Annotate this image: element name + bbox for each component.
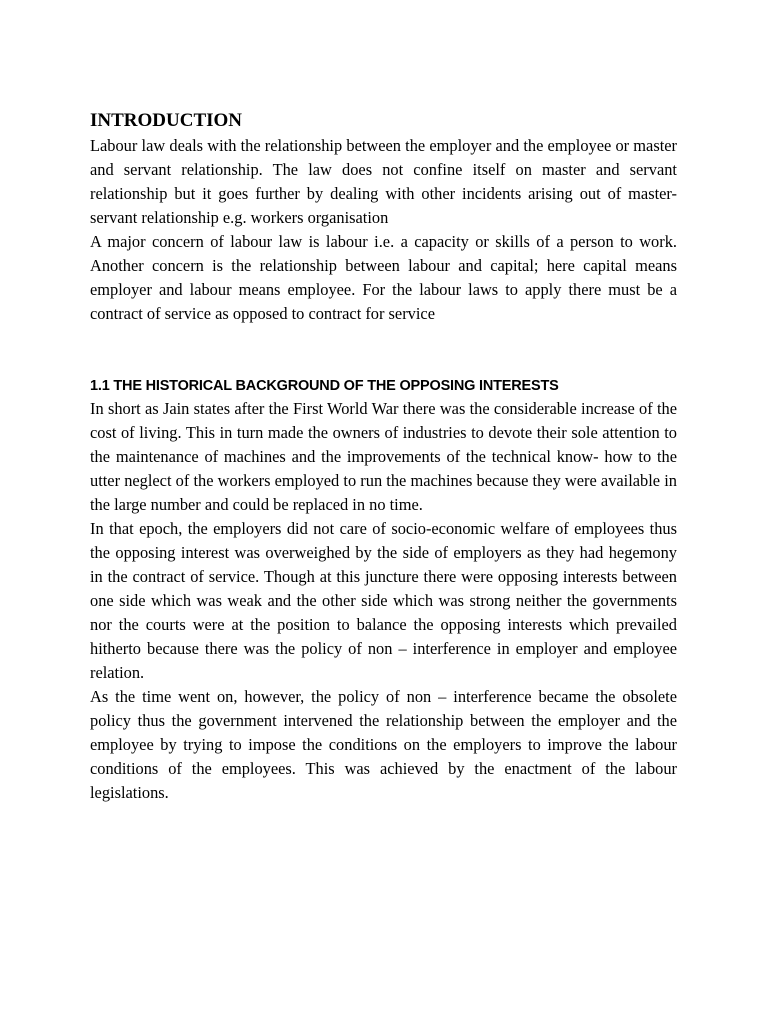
document-page (90, 108, 677, 805)
section-heading: 1.1 THE HISTORICAL BACKGROUND OF THE OPPOSING INTERESTS (90, 378, 559, 394)
section-paragraph-1: In short as Jain states after the First World War there was the considerable increase of the cost of living. This in turn made the owners of industries to devote their sole attention to the maintenance of machines and the improvements of the technical know- how to the utter neglect of the workers employed to run the machines because they were available in the large number and could be replaced in no time. (90, 399, 677, 514)
intro-paragraph-2: A major concern of labour law is labour i.e. a capacity or skills of a person to work. Another concern is the relationship between labour and capital; here capital means employer and labour means employee. For the labour laws to apply there must be a contract of service as opposed to contract for service (90, 232, 677, 323)
section-paragraph-2: In that epoch, the employers did not care of socio-economic welfare of employees thus the opposing interest was overweighed by the side of employers as they had hegemony in the contract of service. Though at this juncture there were opposing interests between one side which was weak and the other side which was strong neither the governments nor the courts were at the position to balance the opposing interests which prevailed hitherto because there was the policy of non – interference in employer and employee relation. (90, 519, 677, 682)
intro-paragraph-1: Labour law deals with the relationship between the employer and the employee or master and servant relationship. The law does not confine itself on master and servant relationship but it goes further by dealing with other incidents arising out of master-servant relationship e.g. workers organisation (90, 136, 677, 227)
section-paragraph-3: As the time went on, however, the policy of non – interference became the obsolete policy thus the government intervened the relationship between the employer and the employee by trying to impose the conditions on the employers to improve the labour conditions of the employees. This was achieved by the enactment of the labour legislations. (90, 687, 677, 802)
page-title: INTRODUCTION (90, 110, 243, 131)
